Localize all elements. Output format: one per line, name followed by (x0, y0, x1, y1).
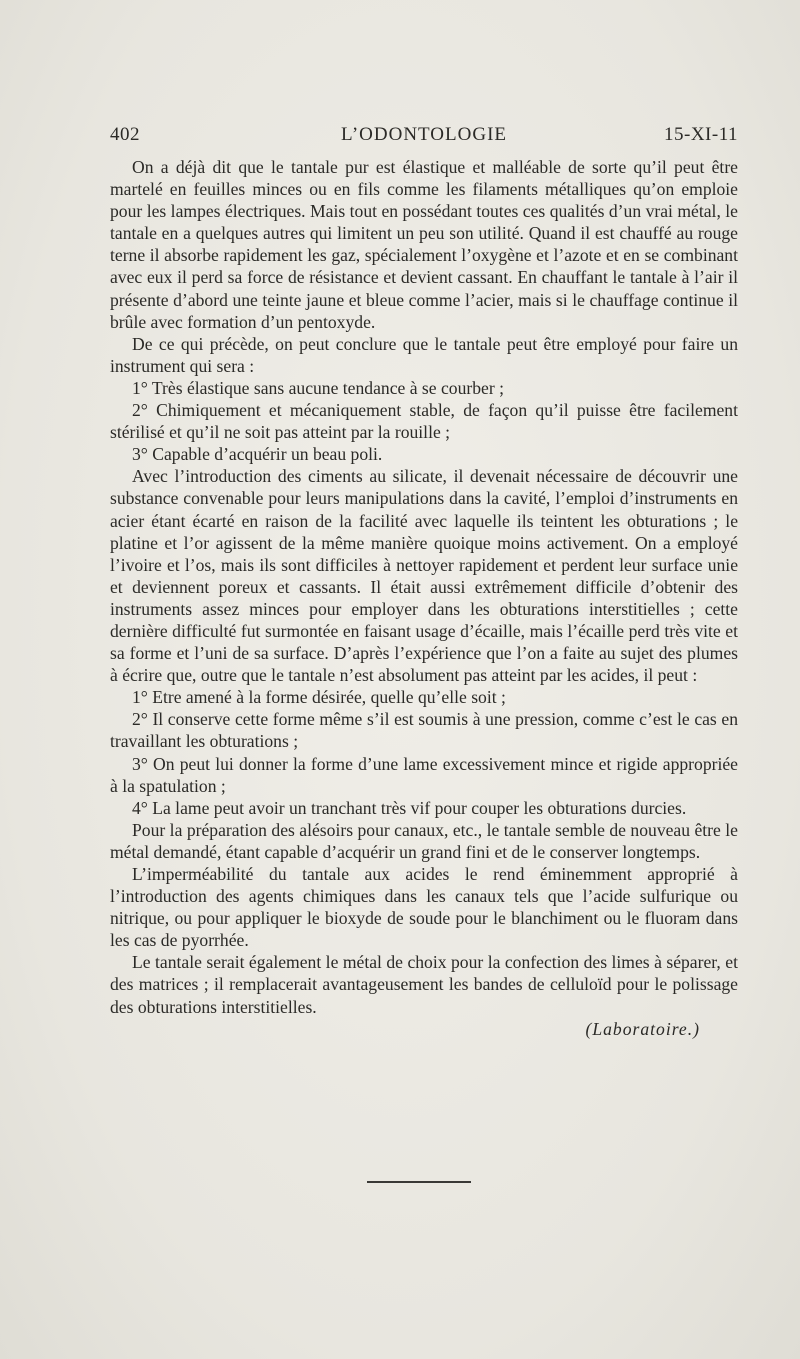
paragraph-impermeabilite: L’imperméabilité du tantale aux acides le rend éminemment approprié à l’introduction des agents chimiques dans les canaux tels que l’acide sulfurique ou nitrique, ou pour appliquer le bioxyde de soude pour le blanchiment ou le fluoram dans les cas de pyorrhée. (110, 864, 738, 951)
running-header (110, 124, 738, 154)
paragraph-silicate-cements: Avec l’introduction des ciments au silicate, il devenait nécessaire de découvrir une substance convenable pour leurs manipulations dans la cavité, l’emploi d’instruments en acier étant écarté en raison de la facilité avec laquelle ils teintent les obturations ; le platine et l’or agissent de la même manière quoique moins activement. On a employé l’ivoire et l’os, mais ils sont difficiles à nettoyer rapidement et perdent leur surface unie et deviennent poreux et cassants. Il était aussi extrêmement difficile d’obtenir des instruments assez minces pour employer dans les obturations interstitielles ; cette dernière difficulté fut surmontée en faisant usage d’écaille, mais l’écaille perd très vite et sa forme et l’uni de sa surface. D’après l’expérience que l’on a faite au sujet des plumes à écrire que, outre que le tantale n’est absolument pas atteint par les acides, il peut : (110, 466, 738, 686)
article-body (110, 156, 738, 1040)
list-item: 4° La lame peut avoir un tranchant très vif pour couper les obturations durcies. (132, 797, 687, 818)
list-item: 1° Très élastique sans aucune tendance à se courber ; (132, 377, 504, 398)
paragraph-alesoirs: Pour la préparation des alésoirs pour canaux, etc., le tantale semble de nouveau être le métal demandé, étant capable d’acquérir un grand fini et de le conserver longtemps. (110, 819, 738, 862)
source-signature: (Laboratoire.) (585, 1018, 700, 1039)
list-item: 3° Capable d’acquérir un beau poli. (132, 444, 383, 465)
list-item: 1° Etre amené à la forme désirée, quelle qu’elle soit ; (132, 687, 506, 708)
list-item: 2° Chimiquement et mécaniquement stable, de façon qu’il puisse être facilement stérilisé et qu’il ne soit pas atteint par la rouille ; (110, 400, 738, 443)
end-rule (367, 1181, 471, 1183)
list-item: 3° On peut lui donner la forme d’une lame excessivement mince et rigide appropriée à la spatulation ; (110, 753, 738, 796)
page-number: 402 (110, 124, 140, 145)
journal-title: L’ODONTOLOGIE (340, 124, 508, 145)
issue-date: 15-XI-11 (664, 124, 738, 145)
paragraph-conclusion-intro: De ce qui précède, on peut conclure que le tantale peut être employé pour faire un instrument qui sera : (110, 333, 738, 376)
paragraph-limes: Le tantale serait également le métal de choix pour la confection des limes à séparer, et des matrices ; il remplacerait avantageusement les bandes de celluloïd pour le polissage des obturations interstitielles. (110, 952, 738, 1017)
list-item: 2° Il conserve cette forme même s’il est soumis à une pression, comme c’est le cas en travaillant les obturations ; (110, 709, 738, 752)
paragraph-tantale-properties: On a déjà dit que le tantale pur est élastique et malléable de sorte qu’il peut être martelé en feuilles minces ou en fils comme les filaments métalliques qu’on emploie pour les lampes électriques. Mais tout en possédant toutes ces qualités d’un vrai métal, le tantale en a quelques autres qui limitent un peu son utilité. Quand il est chauffé au rouge terne il absorbe rapidement les gaz, spécialement l’oxygène et l’azote et en se combinant avec eux il perd sa force de résistance et devient cassant. En chauffant le tantale à l’air il présente d’abord une teinte jaune et bleue comme l’acier, mais si le chauffage continue il brûle avec formation d’un pentoxyde. (110, 157, 738, 332)
